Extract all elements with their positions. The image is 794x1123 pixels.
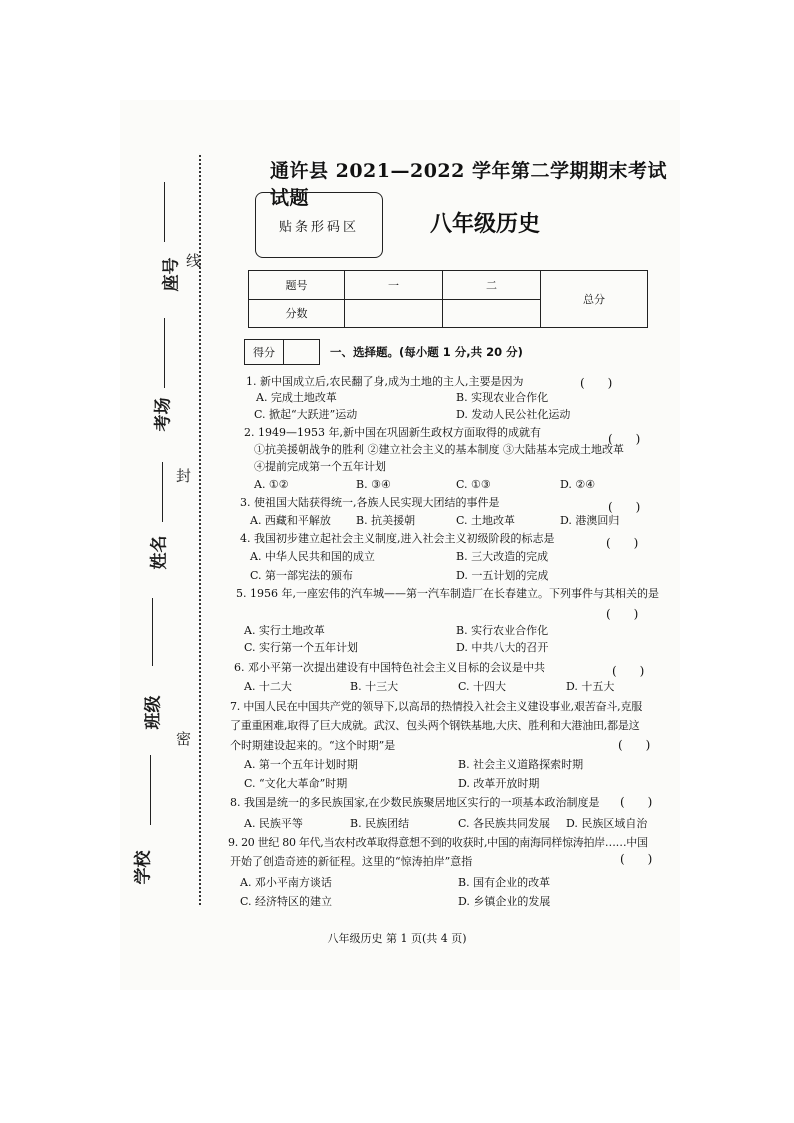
q8-answer-blank[interactable]: ( ) — [620, 795, 653, 809]
score-cell-part1[interactable] — [345, 299, 443, 328]
q2-option-d: D. ②④ — [560, 478, 596, 491]
name-underline — [162, 462, 163, 522]
q6-stem: 6. 邓小平第一次提出建设有中国特色社会主义目标的会议是中共 — [234, 661, 545, 674]
q3-stem: 3. 使祖国大陆获得统一,各族人民实现大团结的事件是 — [240, 496, 500, 509]
q4-option-a: A. 中华人民共和国的成立 — [250, 550, 375, 563]
score-table — [248, 270, 648, 328]
q5-option-c: C. 实行第一个五年计划 — [244, 641, 359, 654]
q1-option-d: D. 发动人民公社化运动 — [456, 408, 571, 421]
score-header-label: 题号 — [249, 271, 345, 300]
q7-option-c: C. “文化大革命”时期 — [244, 777, 348, 790]
q3-option-a: A. 西藏和平解放 — [250, 514, 331, 527]
q4-answer-blank[interactable]: ( ) — [606, 536, 639, 550]
q5-option-a: A. 实行土地改革 — [244, 624, 325, 637]
q4-option-c: C. 第一部宪法的颁布 — [250, 569, 354, 582]
score-total-label: 总分 — [541, 271, 648, 328]
q9-option-d: D. 乡镇企业的发展 — [458, 895, 551, 908]
page-footer: 八年级历史 第 1 页(共 4 页) — [327, 932, 467, 945]
q2-statements-line2: ④提前完成第一个五年计划 — [254, 460, 386, 473]
seal-char-mi: 密 — [176, 730, 192, 748]
q8-option-d: D. 民族区域自治 — [566, 817, 648, 830]
score-header-part1: 一 — [345, 271, 443, 300]
q2-statements-line1: ①抗美援朝战争的胜利 ②建立社会主义的基本制度 ③大陆基本完成土地改革 — [254, 443, 624, 456]
class-label: 班级 — [143, 695, 164, 730]
q1-stem: 1. 新中国成立后,农民翻了身,成为土地的主人,主要是因为 — [246, 375, 524, 388]
q8-option-a: A. 民族平等 — [244, 817, 303, 830]
q6-option-d: D. 十五大 — [566, 680, 615, 693]
q9-answer-blank[interactable]: ( ) — [620, 852, 653, 866]
q9-option-a: A. 邓小平南方谈话 — [240, 876, 332, 889]
q7-option-a: A. 第一个五年计划时期 — [244, 758, 358, 771]
exam-room-label: 考场 — [153, 397, 174, 432]
q2-option-c: C. ①③ — [456, 478, 491, 491]
school-label: 学校 — [133, 850, 154, 885]
exam-title: 通许县 2021—2022 学年第二学期期末考试试题 — [270, 160, 667, 209]
q9-option-b: B. 国有企业的改革 — [458, 876, 551, 889]
q9-option-c: C. 经济特区的建立 — [240, 895, 333, 908]
q2-stem: 2. 1949—1953 年,新中国在巩固新生政权方面取得的成就有 — [244, 426, 541, 439]
school-underline — [150, 755, 151, 825]
exam-room-underline — [164, 318, 165, 388]
name-label: 姓名 — [149, 535, 170, 570]
q3-option-b: B. 抗美援朝 — [356, 514, 416, 527]
q4-option-d: D. 一五计划的完成 — [456, 569, 549, 582]
seat-no-label: 座号 — [161, 257, 182, 292]
q7-stem-line1: 7. 中国人民在中国共产党的领导下,以高昂的热情投入社会主义建设事业,艰苦奋斗,克服 — [230, 700, 643, 713]
score-header-part2: 二 — [443, 271, 541, 300]
q1-answer-blank[interactable]: ( ) — [580, 376, 613, 390]
section-score-cell[interactable] — [284, 340, 319, 364]
q8-option-b: B. 民族团结 — [350, 817, 410, 830]
q4-option-b: B. 三大改造的完成 — [456, 550, 549, 563]
q5-answer-blank[interactable]: ( ) — [606, 607, 639, 621]
class-underline — [152, 598, 153, 666]
q6-option-b: B. 十三大 — [350, 680, 399, 693]
q9-stem-line2: 开始了创造奇迹的新征程。这里的“惊涛拍岸”意指 — [230, 855, 473, 868]
seat-no-underline — [164, 182, 165, 242]
q7-answer-blank[interactable]: ( ) — [618, 738, 651, 752]
section-score-box — [244, 339, 320, 365]
q6-option-a: A. 十二大 — [244, 680, 292, 693]
q8-option-c: C. 各民族共同发展 — [458, 817, 551, 830]
q9-stem-line1: 9. 20 世纪 80 年代,当农村改革取得意想不到的收获时,中国的南海同样惊涛拍岸……中国 — [228, 836, 648, 849]
q2-option-b: B. ③④ — [356, 478, 391, 491]
q5-option-b: B. 实行农业合作化 — [456, 624, 549, 637]
score-cell-part2[interactable] — [443, 299, 541, 328]
q4-stem: 4. 我国初步建立起社会主义制度,进入社会主义初级阶段的标志是 — [240, 532, 555, 545]
score-row-label: 分数 — [249, 299, 345, 328]
seal-char-xian: 线 — [186, 252, 202, 270]
q3-answer-blank[interactable]: ( ) — [608, 500, 641, 514]
q5-option-d: D. 中共八大的召开 — [456, 641, 549, 654]
q6-answer-blank[interactable]: ( ) — [612, 664, 645, 678]
q6-option-c: C. 十四大 — [458, 680, 507, 693]
seal-char-feng: 封 — [176, 467, 192, 485]
q7-stem-line3: 个时期建设起来的。“这个时期”是 — [230, 739, 396, 752]
q7-option-b: B. 社会主义道路探索时期 — [458, 758, 584, 771]
q3-option-d: D. 港澳回归 — [560, 514, 620, 527]
q5-stem: 5. 1956 年,一座宏伟的汽车城——第一汽车制造厂在长春建立。下列事件与其相关的是 — [236, 587, 659, 600]
q3-option-c: C. 土地改革 — [456, 514, 516, 527]
q2-answer-blank[interactable]: ( ) — [608, 432, 641, 446]
q1-option-b: B. 实现农业合作化 — [456, 391, 549, 404]
barcode-area: 贴条形码区 — [255, 192, 383, 258]
subject-title: 八年级历史 — [430, 212, 541, 237]
q7-option-d: D. 改革开放时期 — [458, 777, 540, 790]
q8-stem: 8. 我国是统一的多民族国家,在少数民族聚居地区实行的一项基本政治制度是 — [230, 796, 600, 809]
section-score-label: 得分 — [245, 340, 284, 364]
q1-option-c: C. 掀起“大跃进”运动 — [254, 408, 358, 421]
q1-option-a: A. 完成土地改革 — [256, 391, 337, 404]
section-heading: 一、选择题。(每小题 1 分,共 20 分) — [330, 345, 523, 359]
q2-option-a: A. ①② — [254, 478, 289, 491]
q7-stem-line2: 了重重困难,取得了巨大成就。武汉、包头两个钢铁基地,大庆、胜利和大港油田,都是这 — [230, 719, 640, 732]
